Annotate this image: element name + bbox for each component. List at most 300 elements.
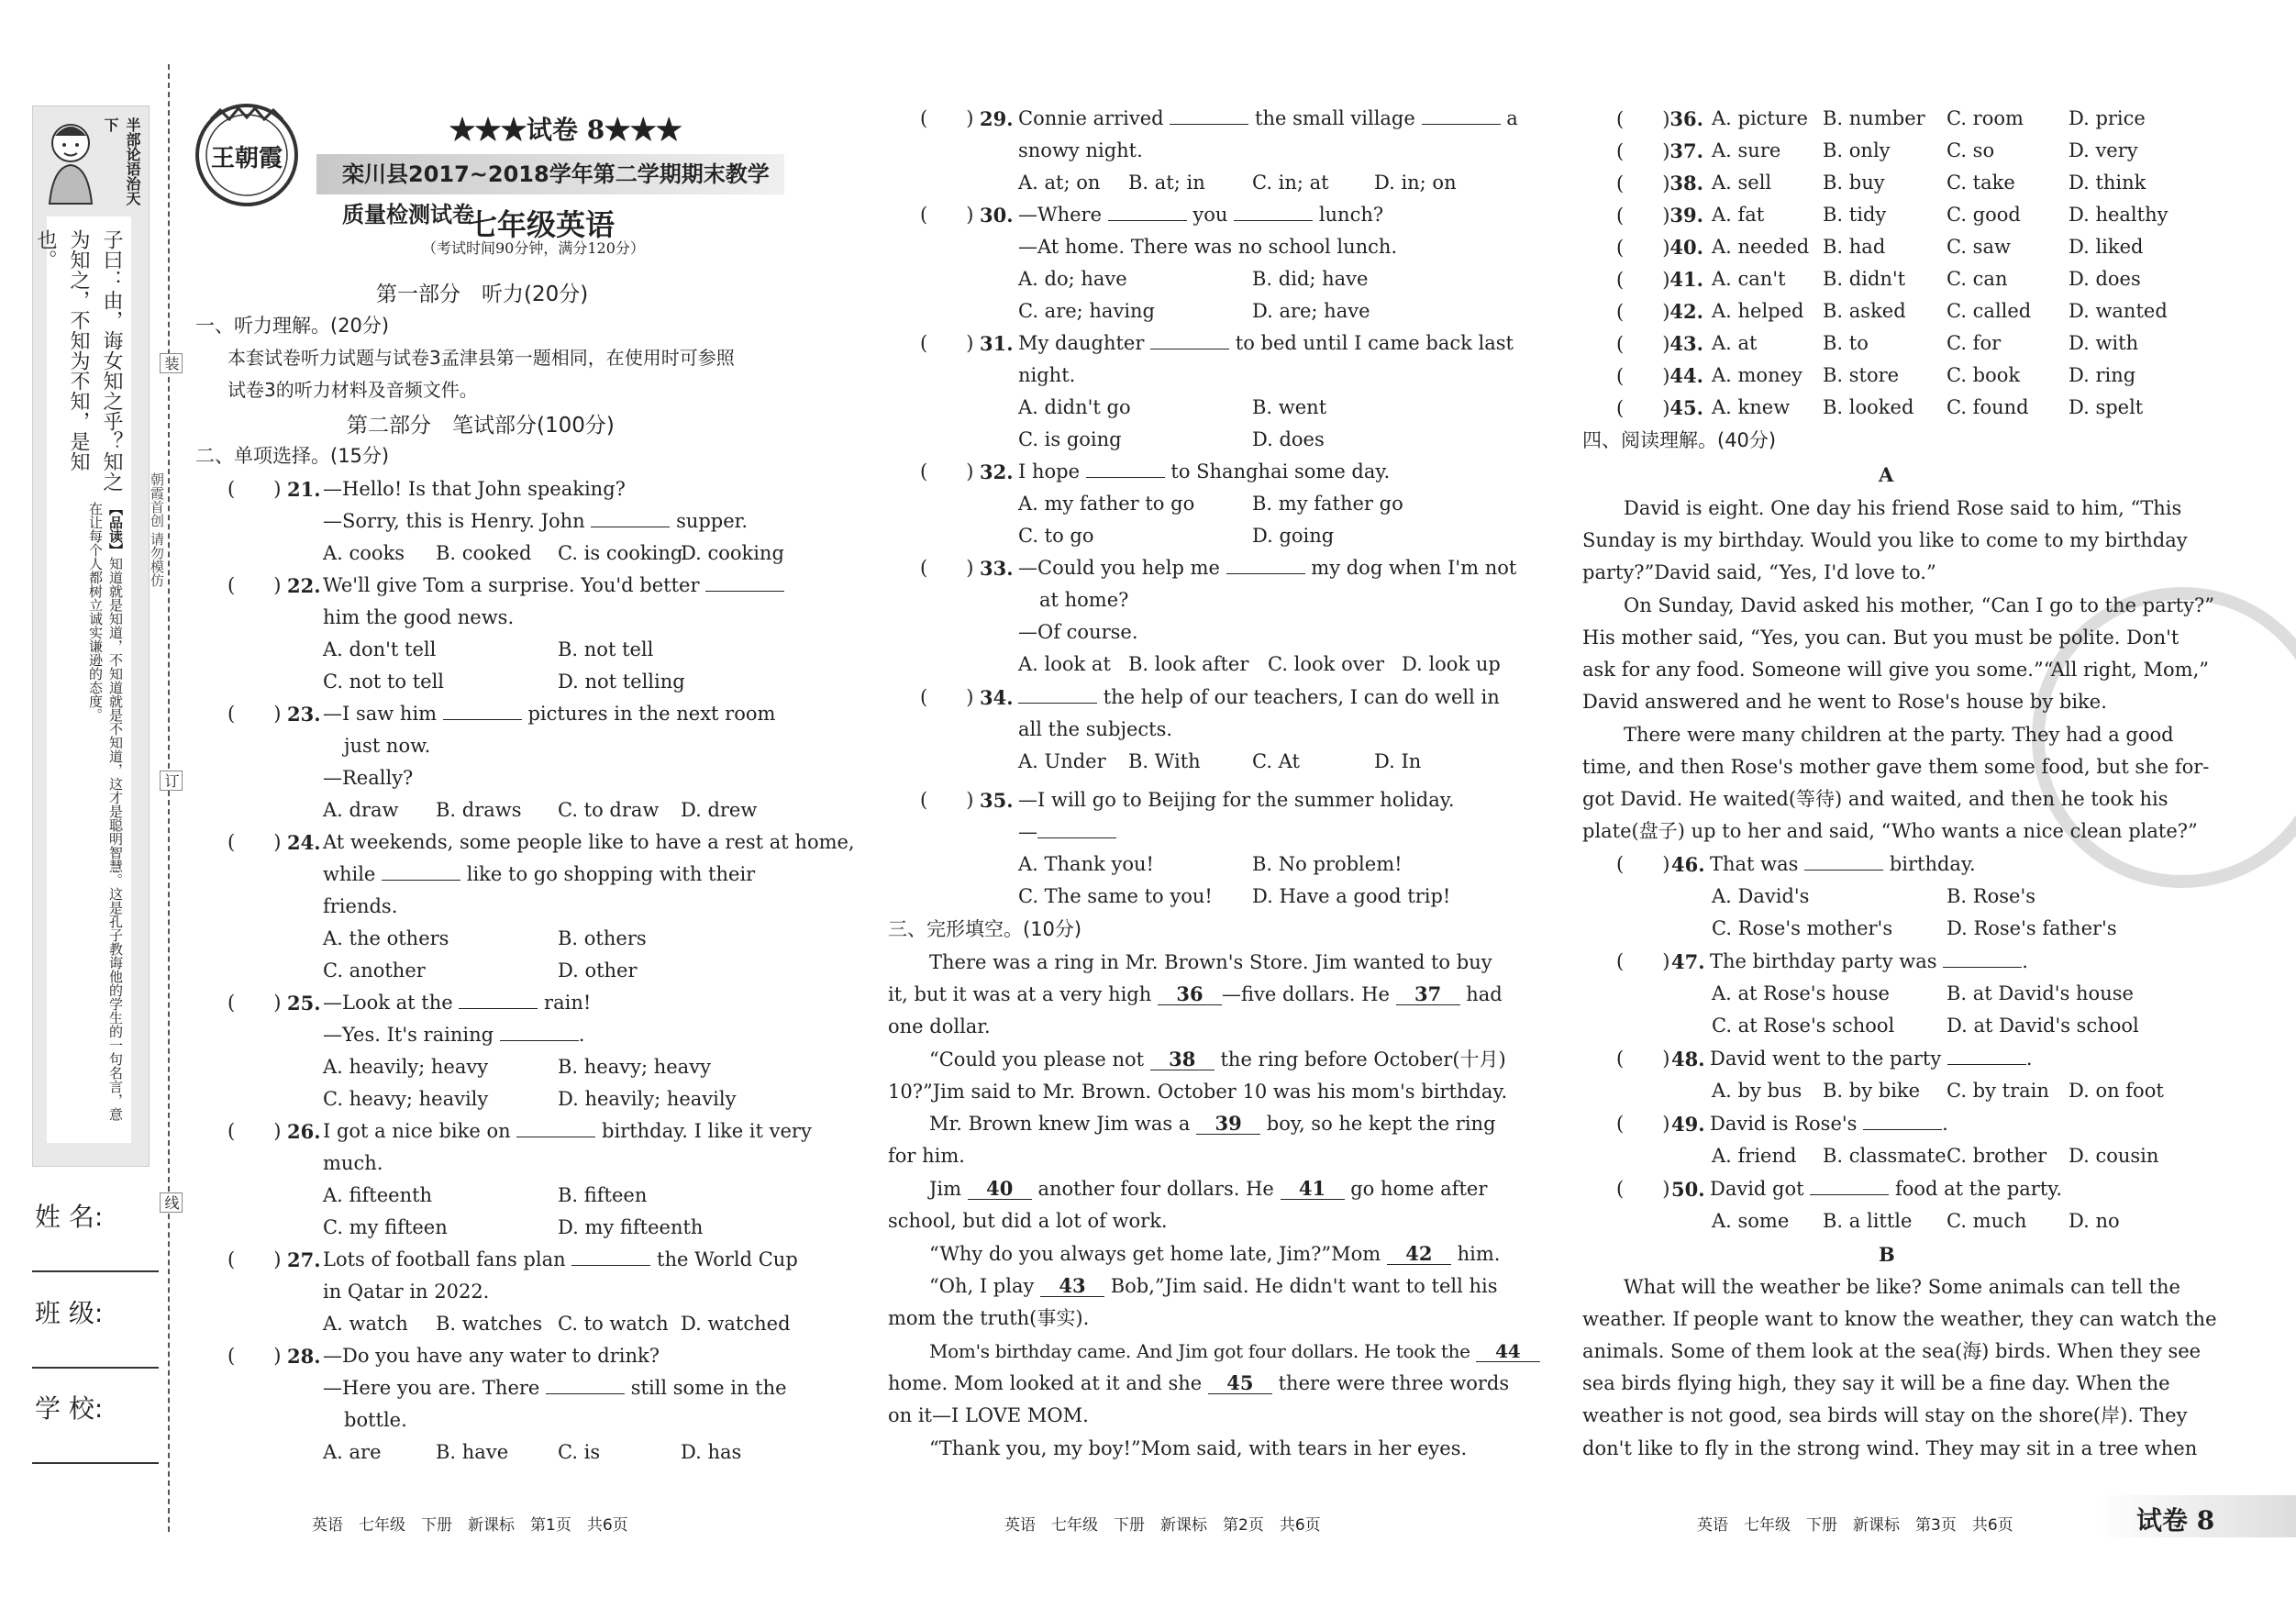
q34-paren[interactable]: ( ) (920, 686, 974, 708)
cloze-opt-d[interactable]: D. price (2069, 107, 2146, 129)
cloze-opt-a[interactable]: A. needed (1712, 236, 1810, 258)
q49-opt-c[interactable]: C. brother (1947, 1145, 2047, 1167)
q31-line1b: to bed until I came back last (1235, 332, 1514, 354)
cloze-opt-row: ( )36. (1616, 107, 1703, 130)
passage-a-line: David is eight. One day his friend Rose said to him, “This (1624, 497, 2182, 519)
cloze-opt-d[interactable]: D. does (2069, 268, 2141, 290)
cloze-opt-b[interactable]: B. store (1823, 364, 1900, 386)
q30-opt-c[interactable]: C. are; having (1018, 300, 1155, 322)
q50-line1a: David got (1710, 1178, 1804, 1200)
q26-opt-b[interactable]: B. fifteen (558, 1184, 648, 1206)
q33-opt-a[interactable]: A. look at (1018, 653, 1111, 675)
q48-opt-a[interactable]: A. by bus (1712, 1080, 1802, 1102)
q28-paren[interactable]: ( ) (227, 1345, 282, 1367)
q50-opt-a[interactable]: A. some (1712, 1210, 1790, 1232)
q32-opt-c[interactable]: C. to go (1018, 525, 1094, 547)
cloze-p5-line1 (929, 1238, 1500, 1270)
q34-opt-d[interactable]: D. In (1374, 750, 1422, 772)
q33-paren[interactable]: ( ) (920, 557, 974, 579)
cloze-opt-b[interactable]: B. asked (1823, 300, 1906, 322)
cloze-opt-a[interactable]: A. sell (1712, 172, 1772, 194)
cloze-blank-41[interactable]: 41 (1281, 1179, 1345, 1200)
cloze-opt-row: ( )39. (1616, 204, 1703, 227)
q29-paren[interactable]: ( ) (920, 107, 974, 129)
cloze-opt-row: ( )43. (1616, 332, 1703, 355)
cloze-p5b: him. (1457, 1243, 1501, 1265)
q46-opt-b[interactable]: B. Rose's (1947, 885, 2035, 907)
reading-panel (47, 496, 131, 1138)
q22-blank[interactable] (705, 571, 784, 592)
q47-paren[interactable]: ( ) (1616, 950, 1670, 972)
q28-line2 (323, 1372, 787, 1404)
q26-paren[interactable]: ( ) (227, 1120, 282, 1142)
cloze-blank-43[interactable]: 43 (1040, 1276, 1104, 1297)
q49-opt-d[interactable]: D. cousin (2069, 1145, 2159, 1167)
q50-blank[interactable] (1810, 1174, 1889, 1195)
q47-blank[interactable] (1943, 947, 2022, 968)
q50-paren[interactable]: ( ) (1616, 1178, 1670, 1200)
q27-paren[interactable]: ( ) (227, 1248, 282, 1270)
q29-blank-1[interactable] (1170, 104, 1248, 125)
logo-text: 王朝霞 (210, 145, 283, 172)
q33-line1b: my dog when I'm not (1311, 557, 1517, 579)
q25-number: 25. (287, 992, 321, 1015)
passage-a-line: time, and then Rose's mother gave them some food, but she for- (1582, 756, 2210, 778)
q33-opt-b[interactable]: B. look after (1128, 653, 1249, 675)
q25-line1b: rain! (544, 992, 592, 1014)
q34-line1b: the help of our teachers, I can do well in (1103, 686, 1500, 708)
q26-number: 26. (287, 1120, 321, 1143)
q23-paren[interactable]: ( ) (227, 703, 282, 725)
q48-line1b: . (2025, 1048, 2033, 1070)
q48-line1a: David went to the party (1710, 1048, 1942, 1070)
q35-line2 (1018, 816, 1116, 848)
q30-line1b: you (1192, 204, 1228, 226)
q50-opt-c[interactable]: C. much (1947, 1210, 2027, 1232)
cloze-opt-d[interactable]: D. very (2069, 139, 2138, 161)
cloze-opt-c[interactable]: C. for (1947, 332, 2002, 354)
cloze-blank-38[interactable]: 38 (1150, 1049, 1215, 1070)
cloze-opt-c[interactable]: C. saw (1947, 236, 2011, 258)
q34-opt-b[interactable]: B. With (1128, 750, 1201, 772)
q21-opt-b[interactable]: B. cooked (436, 542, 532, 564)
q48-number: 48. (1671, 1048, 1705, 1070)
cloze-blank-37[interactable]: 37 (1396, 984, 1460, 1005)
sage-illustration (39, 114, 103, 205)
part1-heading: 第一部分 听力(20分) (376, 283, 589, 306)
q23-opt-d[interactable]: D. drew (681, 799, 758, 821)
q31-opt-d[interactable]: D. does (1252, 428, 1325, 450)
q49-paren[interactable]: ( ) (1616, 1113, 1670, 1135)
q35-opt-d[interactable]: D. Have a good trip! (1252, 885, 1451, 907)
cloze-p4-line1 (929, 1173, 1487, 1205)
q50-opt-b[interactable]: B. a little (1823, 1210, 1913, 1232)
q29-opt-a[interactable]: A. at; on (1018, 172, 1101, 194)
q35-paren[interactable]: ( ) (920, 789, 974, 811)
q33-blank[interactable] (1226, 553, 1305, 574)
q48-opt-c[interactable]: C. by train (1947, 1080, 2049, 1102)
cloze-opt-b[interactable]: B. had (1823, 236, 1886, 258)
q50-opt-d[interactable]: D. no (2069, 1210, 2120, 1232)
q25-opt-a[interactable]: A. heavily; heavy (323, 1056, 489, 1078)
q32-opt-d[interactable]: D. going (1252, 525, 1335, 547)
cloze-opt-a[interactable]: A. can't (1712, 268, 1786, 290)
passage-b-line: don't like to fly in the strong wind. They may sit in a tree when (1582, 1437, 2198, 1459)
passage-a-line: got David. He waited(等待) and waited, and then he took his (1582, 788, 2168, 810)
q27-opt-a[interactable]: A. watch (323, 1313, 408, 1335)
q23-opt-c[interactable]: C. to draw (558, 799, 660, 821)
q29-line2: snowy night. (1018, 139, 1143, 161)
q25-opt-d[interactable]: D. heavily; heavily (558, 1088, 737, 1110)
q33-line2: at home? (1039, 589, 1129, 611)
q32-blank[interactable] (1086, 457, 1165, 478)
q30-line2: —At home. There was no school lunch. (1018, 236, 1398, 258)
q30-blank-1[interactable] (1108, 200, 1187, 221)
q33-number: 33. (980, 557, 1014, 580)
q29-line1 (1018, 103, 1518, 135)
cloze-opt-b[interactable]: B. only (1823, 139, 1891, 161)
q21-line2 (323, 505, 748, 538)
passage-a-line: On Sunday, David asked his mother, “Can I go to the party?” (1624, 594, 2214, 616)
q33-line1a: —Could you help me (1018, 557, 1220, 579)
q24-line2b: like to go shopping with their (466, 863, 756, 885)
q49-blank[interactable] (1863, 1109, 1942, 1130)
q50-line1 (1710, 1173, 2062, 1205)
q21-paren[interactable]: ( ) (227, 478, 282, 500)
q28-opt-b[interactable]: B. have (436, 1441, 509, 1463)
q31-line1a: My daughter (1018, 332, 1145, 354)
q27-line1 (323, 1244, 798, 1276)
cloze-opt-c[interactable]: C. called (1947, 300, 2032, 322)
q24-line2a: while (323, 863, 376, 885)
q29-opt-d[interactable]: D. in; on (1374, 172, 1457, 194)
cloze-p3-line1 (929, 1108, 1496, 1140)
q21-number: 21. (287, 478, 321, 501)
q47-line1 (1710, 946, 2028, 978)
q47-opt-a[interactable]: A. at Rose's house (1712, 982, 1890, 1004)
subject-title: 七年级英语 (468, 207, 616, 242)
q28-blank[interactable] (546, 1373, 625, 1394)
q34-opt-c[interactable]: C. At (1252, 750, 1300, 772)
cloze-p1d: had (1466, 983, 1503, 1005)
q23-line3: —Really? (323, 767, 414, 789)
q46-opt-a[interactable]: A. David's (1712, 885, 1810, 907)
cloze-blank-40[interactable]: 40 (968, 1179, 1032, 1200)
q28-line2b: still some in the (630, 1377, 787, 1399)
q23-line1 (323, 698, 775, 730)
q26-blank[interactable] (516, 1116, 595, 1137)
cloze-p2c: 10?”Jim said to Mr. Brown. October 10 was his mom's birthday. (888, 1081, 1508, 1103)
q27-blank[interactable] (571, 1245, 650, 1266)
cloze-p4a: Jim (929, 1178, 962, 1200)
cloze-opt-d[interactable]: D. with (2069, 332, 2139, 354)
q35-line2a: — (1018, 821, 1037, 843)
cloze-opt-a[interactable]: A. helped (1712, 300, 1804, 322)
q24-opt-c[interactable]: C. another (323, 959, 426, 981)
reading-text: 知道就是知道，不知道就是不知道，这才是聪明智慧。这是孔子教诲他的学生的一句名言，意在让每个人都树立诚实谦逊的态度。 (87, 502, 124, 1121)
cloze-blank-44[interactable]: 44 (1476, 1341, 1540, 1362)
q33-opt-d[interactable]: D. look up (1402, 653, 1501, 675)
cloze-p3c: for him. (888, 1145, 965, 1167)
q25-line1 (323, 987, 591, 1019)
q49-line1b: . (1942, 1113, 1948, 1135)
q32-number: 32. (980, 460, 1014, 483)
cloze-opt-b[interactable]: B. number (1823, 107, 1925, 129)
q24-paren[interactable]: ( ) (227, 831, 282, 853)
q26-opt-d[interactable]: D. my fifteenth (558, 1216, 704, 1238)
q25-opt-c[interactable]: C. heavy; heavily (323, 1088, 489, 1110)
q47-opt-c[interactable]: C. at Rose's school (1712, 1015, 1895, 1037)
section1-text-1: 本套试卷听力试题与试卷3孟津县第一题相同，在使用时可参照 (227, 347, 735, 369)
q49-number: 49. (1671, 1113, 1705, 1136)
q49-opt-a[interactable]: A. friend (1712, 1145, 1797, 1167)
q49-opt-b[interactable]: B. classmate (1823, 1145, 1947, 1167)
cloze-opt-c[interactable]: C. found (1947, 396, 2029, 418)
cloze-opt-d[interactable]: D. wanted (2069, 300, 2168, 322)
q30-paren[interactable]: ( ) (920, 204, 974, 226)
class-field-label: 班 级: (35, 1298, 104, 1328)
q28-opt-d[interactable]: D. has (681, 1441, 742, 1463)
footer-tag-band (2096, 1495, 2296, 1537)
q24-blank[interactable] (382, 859, 460, 881)
cloze-opt-number: 44. (1669, 364, 1703, 387)
q30-opt-a[interactable]: A. do; have (1018, 268, 1127, 290)
q25-opt-b[interactable]: B. heavy; heavy (558, 1056, 711, 1078)
q31-opt-a[interactable]: A. didn't go (1018, 396, 1131, 418)
cloze-opt-c[interactable]: C. take (1947, 172, 2015, 194)
cloze-opt-c[interactable]: C. good (1947, 204, 2021, 226)
passage-a-line: Sunday is my birthday. Would you like to come to my birthday (1582, 529, 2188, 551)
q23-opt-b[interactable]: B. draws (436, 799, 522, 821)
q22-opt-d[interactable]: D. not telling (558, 671, 685, 693)
q26-opt-a[interactable]: A. fifteenth (323, 1184, 433, 1206)
q29-opt-c[interactable]: C. in; at (1252, 172, 1329, 194)
q22-number: 22. (287, 574, 321, 597)
q46-paren[interactable]: ( ) (1616, 853, 1670, 875)
cloze-opt-a[interactable]: A. at (1712, 332, 1758, 354)
q32-line1 (1018, 456, 1390, 488)
passage-a-line: party?”David said, “Yes, I'd love to.” (1582, 561, 1936, 583)
q47-opt-d[interactable]: D. at David's school (1947, 1015, 2139, 1037)
q22-opt-b[interactable]: B. not tell (558, 638, 654, 660)
q48-opt-d[interactable]: D. on foot (2069, 1080, 2164, 1102)
q32-paren[interactable]: ( ) (920, 460, 974, 482)
cloze-opt-b[interactable]: B. didn't (1823, 268, 1906, 290)
q46-opt-c[interactable]: C. Rose's mother's (1712, 917, 1893, 939)
q27-line1a: Lots of football fans plan (323, 1248, 566, 1270)
passage-a-line: David answered and he went to Rose's house by bike. (1582, 691, 2107, 713)
cloze-opt-c[interactable]: C. book (1947, 364, 2021, 386)
cloze-opt-b[interactable]: B. buy (1823, 172, 1885, 194)
page1-footer: 英语 七年级 下册 新课标 第1页 共6页 (312, 1516, 628, 1535)
section1-title: 一、听力理解。(20分) (195, 315, 390, 337)
q25-blank-1[interactable] (459, 988, 538, 1009)
cut-label-1: 装 (160, 353, 183, 373)
q46-line1a: That was (1710, 853, 1799, 875)
cloze-p7c: there were three words (1278, 1372, 1510, 1394)
cloze-blank-36[interactable]: 36 (1158, 984, 1222, 1005)
q32-line1b: to Shanghai some day. (1170, 460, 1391, 482)
q32-opt-a[interactable]: A. my father to go (1018, 493, 1195, 515)
cloze-p6b: Bob,”Jim said. He didn't want to tell his (1110, 1275, 1498, 1297)
q23-blank[interactable] (443, 699, 522, 720)
q26-line1 (323, 1115, 812, 1148)
q31-opt-b[interactable]: B. went (1252, 396, 1327, 418)
cloze-p6a: “Oh, I play (929, 1275, 1035, 1297)
q49-line1a: David is Rose's (1710, 1113, 1858, 1135)
cloze-opt-number: 38. (1669, 172, 1703, 194)
school-field-line[interactable] (32, 1462, 159, 1464)
q24-number: 24. (287, 831, 321, 854)
cloze-opt-a[interactable]: A. knew (1712, 396, 1791, 418)
q31-opt-c[interactable]: C. is going (1018, 428, 1122, 450)
q48-blank[interactable] (1947, 1044, 2026, 1065)
q25-blank-2[interactable] (500, 1020, 579, 1041)
q28-line1: —Do you have any water to drink? (323, 1345, 660, 1367)
cloze-p1a: There was a ring in Mr. Brown's Store. Jim wanted to buy (929, 951, 1492, 973)
q26-line1b: birthday. I like it very (602, 1120, 812, 1142)
q27-number: 27. (287, 1248, 321, 1271)
cloze-opt-d[interactable]: D. liked (2069, 236, 2144, 258)
q29-blank-2[interactable] (1422, 104, 1501, 125)
cloze-p7-line2 (888, 1368, 1509, 1400)
q27-opt-d[interactable]: D. watched (681, 1313, 791, 1335)
q48-opt-b[interactable]: B. by bike (1823, 1080, 1921, 1102)
q34-opt-a[interactable]: A. Under (1018, 750, 1106, 772)
q34-blank[interactable] (1018, 682, 1097, 704)
q33-opt-c[interactable]: C. look over (1268, 653, 1385, 675)
q21-blank[interactable] (591, 506, 670, 527)
exam-info: （考试时间90分钟，满分120分） (422, 239, 645, 257)
name-field-label: 姓 名: (35, 1202, 104, 1232)
cloze-opt-c[interactable]: C. room (1947, 107, 2024, 129)
cloze-opt-c[interactable]: C. can (1947, 268, 2008, 290)
q29-opt-b[interactable]: B. at; in (1128, 172, 1205, 194)
q27-opt-c[interactable]: C. to watch (558, 1313, 669, 1335)
q46-blank[interactable] (1804, 849, 1883, 871)
cut-label-3: 线 (160, 1192, 183, 1213)
q24-opt-a[interactable]: A. the others (323, 927, 449, 949)
cloze-blank-45[interactable]: 45 (1208, 1373, 1272, 1394)
q22-opt-a[interactable]: A. don't tell (323, 638, 437, 660)
passage-b-line: weather. If people want to know the weather, they can watch the (1582, 1308, 2217, 1330)
q35-opt-c[interactable]: C. The same to you! (1018, 885, 1213, 907)
class-field-line[interactable] (32, 1367, 159, 1369)
cloze-blank-39[interactable]: 39 (1196, 1114, 1260, 1135)
q35-blank[interactable] (1037, 817, 1116, 838)
cloze-opt-a[interactable]: A. picture (1712, 107, 1808, 129)
q50-line1b: food at the party. (1894, 1178, 2063, 1200)
cloze-opt-c[interactable]: C. so (1947, 139, 1995, 161)
cloze-p2a: “Could you please not (929, 1048, 1145, 1070)
cloze-opt-row: ( )40. (1616, 236, 1703, 259)
q24-line3: friends. (323, 895, 398, 917)
cloze-opt-a[interactable]: A. money (1712, 364, 1802, 386)
q47-opt-b[interactable]: B. at David's house (1947, 982, 2134, 1004)
cloze-opt-number: 43. (1669, 332, 1703, 355)
q28-opt-a[interactable]: A. are (323, 1441, 382, 1463)
q30-opt-d[interactable]: D. are; have (1252, 300, 1370, 322)
cloze-p7b: home. Mom looked at it and she (888, 1372, 1203, 1394)
section4-title: 四、阅读理解。(40分) (1582, 429, 1777, 451)
q22-line2: him the good news. (323, 606, 515, 628)
q31-number: 31. (980, 332, 1014, 355)
cloze-opt-d[interactable]: D. ring (2069, 364, 2136, 386)
cloze-opt-number: 36. (1669, 107, 1703, 130)
q22-opt-c[interactable]: C. not to tell (323, 671, 445, 693)
cloze-opt-a[interactable]: A. sure (1712, 139, 1781, 161)
cloze-opt-d[interactable]: D. healthy (2069, 204, 2168, 226)
cloze-opt-b[interactable]: B. tidy (1823, 204, 1887, 226)
school-field-label: 学 校: (35, 1393, 104, 1424)
q32-line1a: I hope (1018, 460, 1081, 482)
q30-blank-2[interactable] (1234, 200, 1313, 221)
q23-line1a: —I saw him (323, 703, 438, 725)
q21-opt-c[interactable]: C. is cooking (558, 542, 683, 564)
q31-paren[interactable]: ( ) (920, 332, 974, 354)
passage-a-label: A (1879, 463, 1894, 486)
cloze-p1b: it, but it was at a very high (888, 983, 1152, 1005)
q27-line1b: the World Cup (657, 1248, 798, 1270)
sidebar-panel (32, 105, 150, 1167)
q26-opt-c[interactable]: C. my fifteen (323, 1216, 448, 1238)
q24-opt-b[interactable]: B. others (558, 927, 647, 949)
page2-footer: 英语 七年级 下册 新课标 第2页 共6页 (1004, 1516, 1321, 1535)
q29-line1c: a (1506, 107, 1518, 129)
cloze-p5a: “Why do you always get home late, Jim?”Mom (929, 1243, 1381, 1265)
q24-opt-d[interactable]: D. other (558, 959, 638, 981)
passage-b-line: What will the weather be like? Some animals can tell the (1624, 1276, 2180, 1298)
q48-paren[interactable]: ( ) (1616, 1048, 1670, 1070)
q46-opt-d[interactable]: D. Rose's father's (1947, 917, 2117, 939)
q30-opt-b[interactable]: B. did; have (1252, 268, 1369, 290)
passage-b-line: sea birds flying high, they say it will be a fine day. When the (1582, 1372, 2170, 1394)
q23-opt-a[interactable]: A. draw (323, 799, 399, 821)
q35-opt-b[interactable]: B. No problem! (1252, 853, 1403, 875)
q21-opt-d[interactable]: D. cooking (681, 542, 784, 564)
motto-vertical: 半部论语治天下 (102, 117, 141, 205)
q27-line2: in Qatar in 2022. (323, 1281, 490, 1303)
cloze-blank-42[interactable]: 42 (1387, 1244, 1451, 1265)
q25-paren[interactable]: ( ) (227, 992, 282, 1014)
q22-paren[interactable]: ( ) (227, 574, 282, 596)
cloze-opt-number: 37. (1669, 139, 1703, 162)
q35-opt-a[interactable]: A. Thank you! (1018, 853, 1154, 875)
q25-line2a: —Yes. It's raining (323, 1024, 494, 1046)
q25-line2 (323, 1019, 584, 1051)
q28-opt-c[interactable]: C. is (558, 1441, 601, 1463)
cloze-opt-d[interactable]: D. think (2069, 172, 2146, 194)
q23-line2: just now. (344, 735, 431, 757)
q47-line1b: . (2022, 950, 2028, 972)
cloze-opt-b[interactable]: B. looked (1823, 396, 1914, 418)
cloze-p4c: go home after (1350, 1178, 1488, 1200)
cloze-opt-b[interactable]: B. to (1823, 332, 1869, 354)
q47-line1a: The birthday party was (1710, 950, 1937, 972)
cloze-opt-row: ( )42. (1616, 300, 1703, 323)
section2-title: 二、单项选择。(15分) (195, 445, 390, 467)
q31-line1 (1018, 327, 1514, 360)
cloze-opt-d[interactable]: D. spelt (2069, 396, 2144, 418)
name-field-line[interactable] (32, 1270, 159, 1272)
q31-blank[interactable] (1150, 328, 1229, 349)
q32-opt-b[interactable]: B. my father go (1252, 493, 1403, 515)
q21-opt-a[interactable]: A. cooks (323, 542, 405, 564)
passage-b-line: animals. Some of them look at the sea(海) birds. When they see (1582, 1340, 2202, 1362)
cloze-opt-row: ( )44. (1616, 364, 1703, 387)
cloze-opt-a[interactable]: A. fat (1712, 204, 1765, 226)
q27-opt-b[interactable]: B. watches (436, 1313, 543, 1335)
